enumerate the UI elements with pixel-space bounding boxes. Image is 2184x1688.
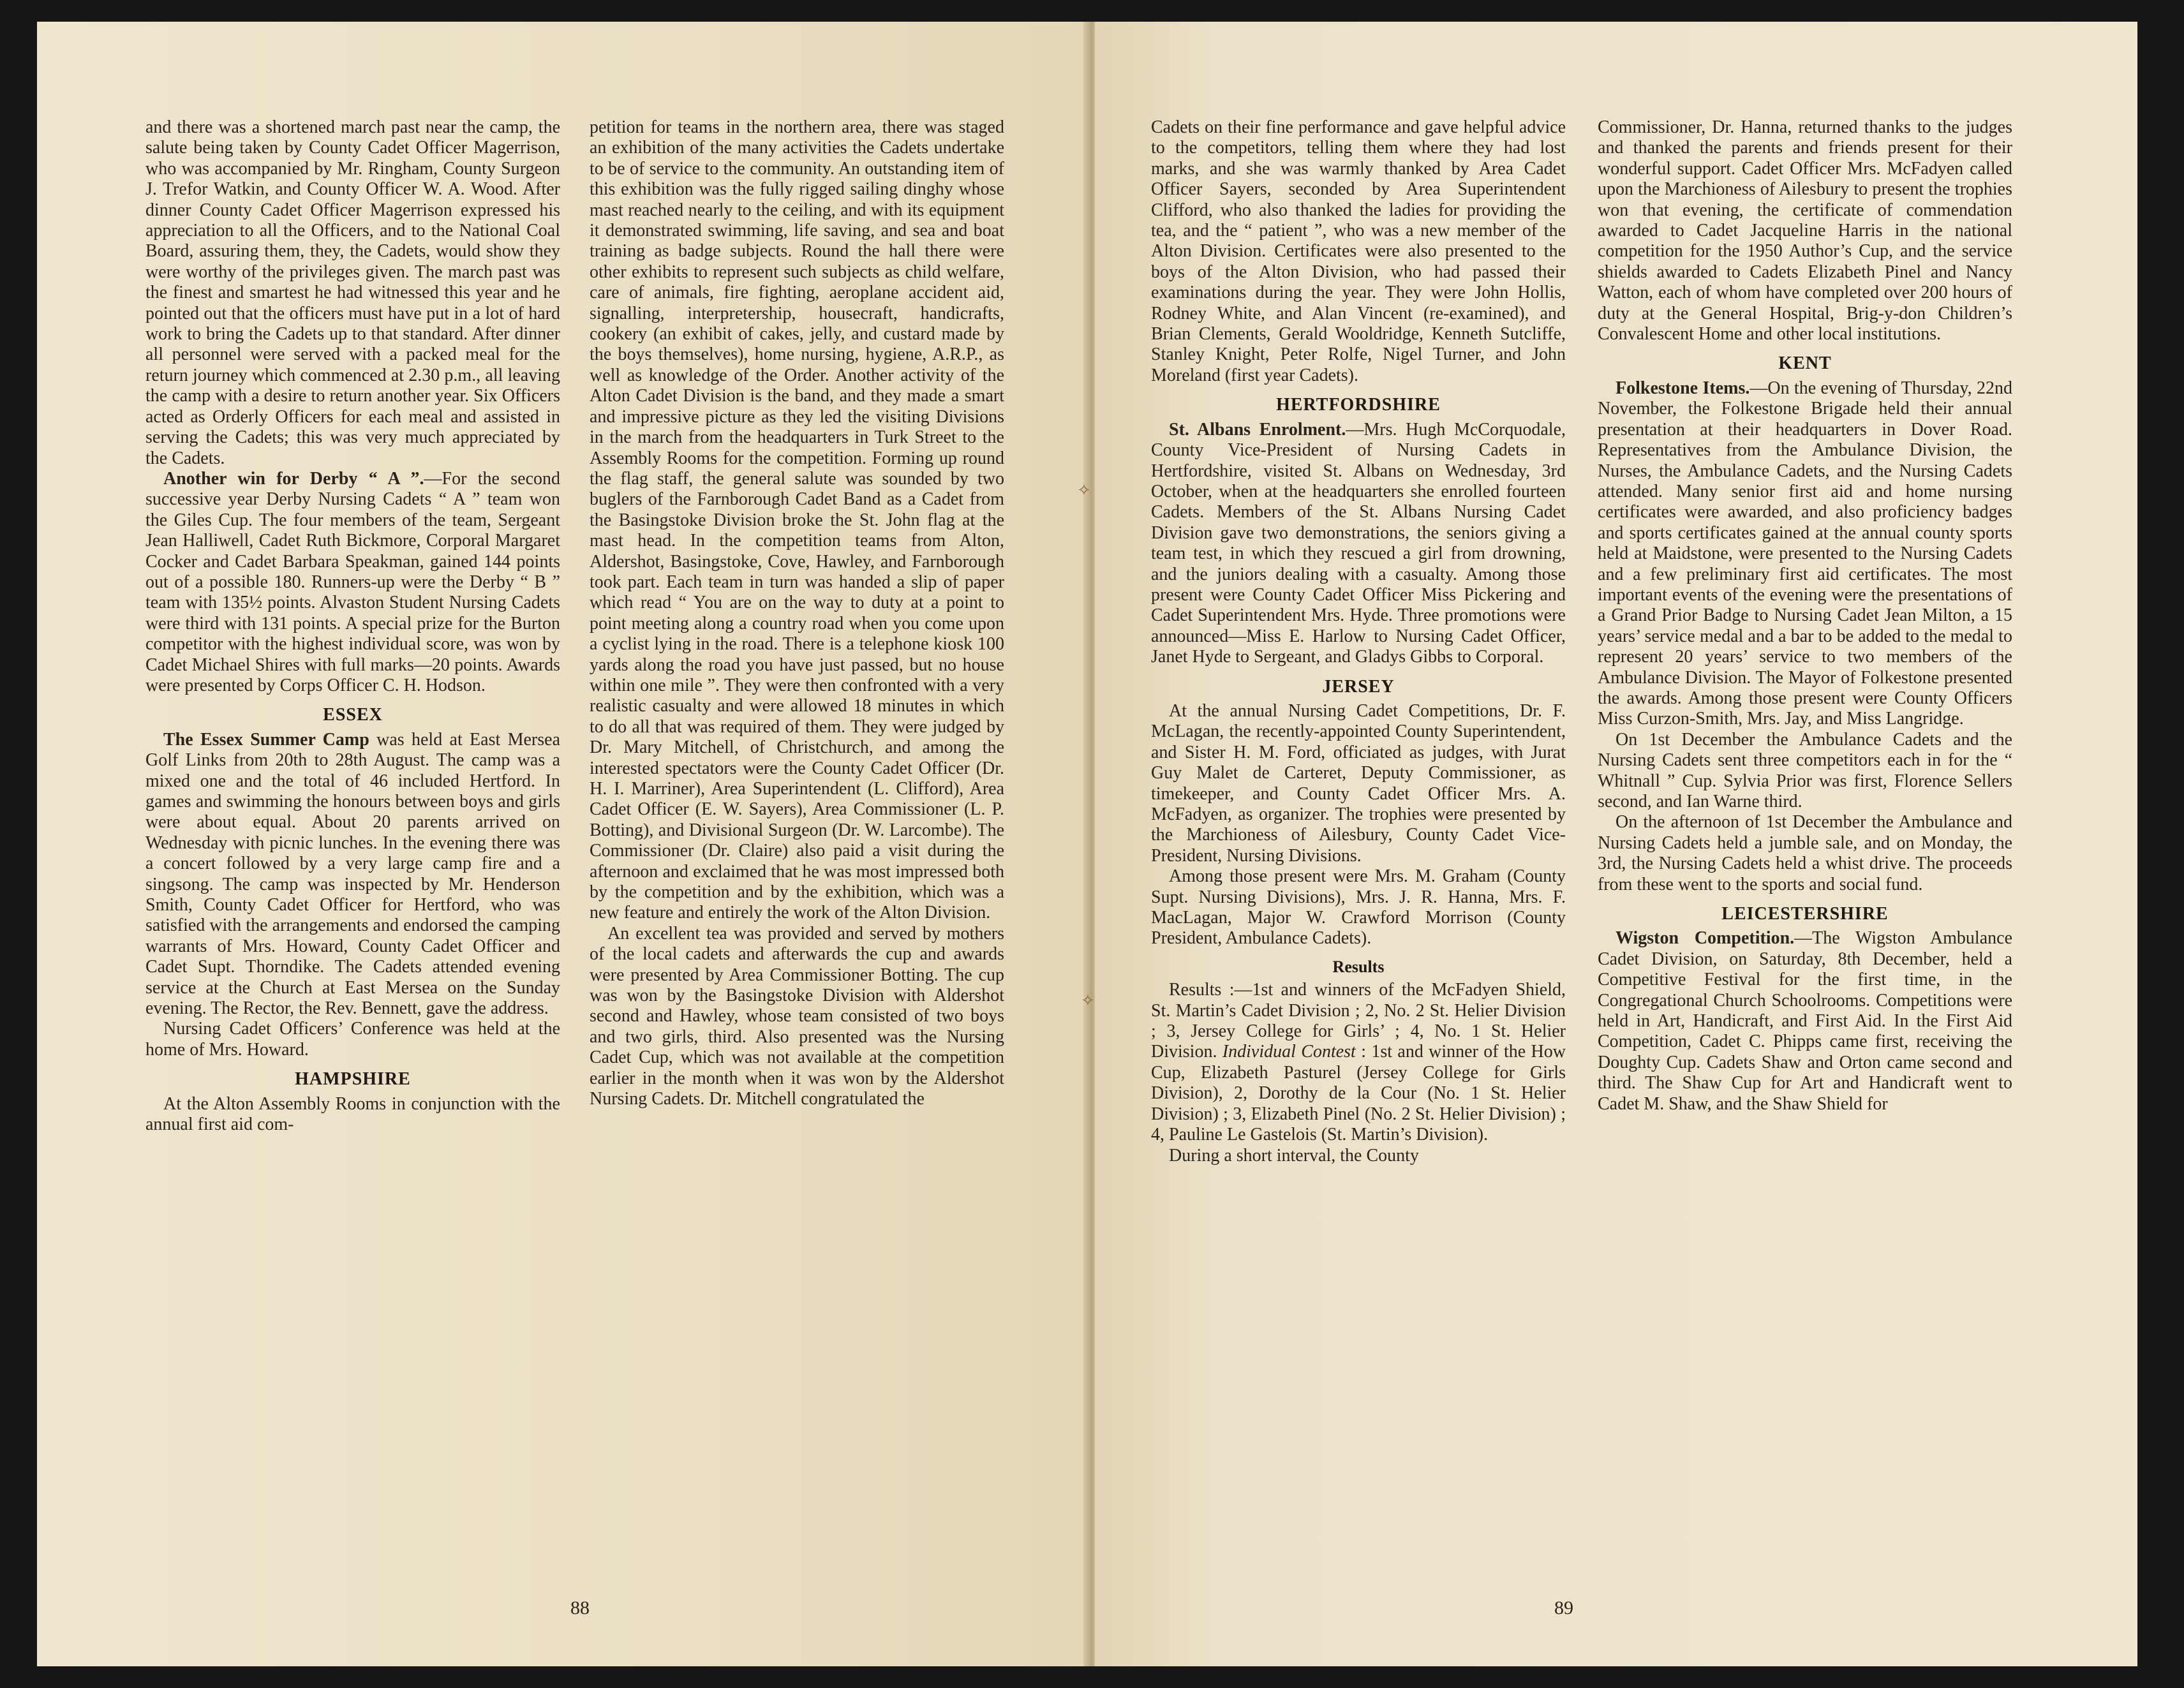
paragraph: Cadets on their fine performance and gave helpful advice to the competitors, telling them where they had lost marks, and she was warmly thanked by Area Cadet Officer Sayers, seconded by Area Superintendent Clifford, who also thanked the ladies for providing the tea, and the “ patient ”, who was a new member of the Alton Division. Certificates were also presented to the boys of the Alton Division, who had passed their examinations during the year. They were John Hollis, Rodney White, and Alan Vincent (re-examined), and Brian Clements, Gerald Wooldridge, Kenneth Sutcliffe, Stanley Knight, Peter Rolfe, Nigel Turner, and John Moreland (first year Cadets). xyxy=(1151,117,1566,385)
staple-mark: ✧ xyxy=(1081,991,1095,1010)
page-number: 89 xyxy=(1554,1597,1573,1618)
paragraph: On 1st December the Ambulance Cadets and the Nursing Cadets sent three competitors each in for the “ Whitnall ” Cup. Sylvia Prior was first, Florence Sellers second, and Ian Warne third. xyxy=(1598,729,2012,811)
paragraph: At the annual Nursing Cadet Competitions, Dr. F. McLagan, the recently-appointed County Superintendent, and Sister H. M. Ford, officiated as judges, with Jurat Guy Malet de Carteret, Deputy Commissioner, as timekeeper, and County Cadet Officer Mrs. A. McFadyen, as organizer. The trophies were presented by the Marchioness of Ailesbury, County Cadet Vice-President, Nursing Divisions. xyxy=(1151,700,1566,866)
paragraph-text: —For the second successive year Derby Nursing Cadets “ A ” team won the Giles Cup. The four members of the team, Sergeant Jean Halliwell, Cadet Ruth Bickmore, Corporal Margaret Cocker and Cadet Barbara Speakman, gained 144 points out of a possible 180. Runners-up were the Derby “ B ” team with 135½ points. Alvaston Student Nursing Cadets were third with 131 points. A special prize for the Burton competitor with the highest individual score, was won by Cadet Michael Shires with full marks—20 points. Awards were presented by Corps Officer C. H. Hodson. xyxy=(145,468,560,695)
section-heading-essex: ESSEX xyxy=(323,705,383,725)
section-heading-hertfordshire: HERTFORDSHIRE xyxy=(1276,395,1441,415)
paragraph xyxy=(1151,980,1566,1145)
section-heading-leicestershire: LEICESTERSHIRE xyxy=(1721,904,1889,924)
paragraph-text: : 1st and winner of the How Cup, Elizabeth Pasturel (Jersey College for Girls Division), 2, Dorothy de la Cour (No. 1 St. Helier Division) ; 3, Elizabeth Pinel (No. 2 St. Helier Division) ; 4, Pauline Le Gastelois (St. Martin’s Division). xyxy=(1151,1042,1566,1145)
paragraph: Commissioner, Dr. Hanna, returned thanks to the judges and thanked the parents and friends present for their wonderful support. Cadet Officer Mrs. McFadyen called upon the Marchioness of Ailesbury to present the trophies won that evening, the certificate of commendation awarded to Cadet Jacqueline Harris in the national competition for the 1950 Author’s Cup, and the service shields awarded to Cadets Elizabeth Pinel and Nancy Watton, each of whom have completed over 200 hours of duty at the General Hospital, Brig-y-don Children’s Convalescent Home and other local institutions. xyxy=(1598,117,2012,344)
paragraph xyxy=(1151,420,1566,668)
left-page xyxy=(37,22,1090,1666)
paragraph: On the afternoon of 1st December the Ambulance and Nursing Cadets held a jumble sale, and on Monday, the 3rd, the Nursing Cadets held a whist drive. The proceeds from these went to the sports and social fund. xyxy=(1598,812,2012,894)
run-in-heading: Wigston Competition. xyxy=(1616,928,1795,949)
paragraph-text: Results :—1st and winners of the McFadyen Shield, St. Martin’s Cadet Division ; 2, No. 2 St. Helier Division ; 3, Jersey College for Girls’ ; 4, No. 1 St. Helier Division. xyxy=(1151,980,1566,1062)
right-page-column-1 xyxy=(1151,117,1566,1610)
paragraph-text: was held at East Mersea Golf Links from 20th to 28th August. The camp was a mixed one and the total of 46 included Hertford. In games and swimming the honours between boys and girls were about equal. About 20 parents arrived on Wednesday with picnic lunches. In the evening there was a concert followed by a very large camp fire and a singsong. The camp was inspected by Mr. Henderson Smith, County Cadet Officer for Hertford, who was satisfied with the arrangements and endorsed the camping warrants of Mrs. Howard, County Cadet Officer and Cadet Supt. Thorndike. The Cadets attended evening service at the Church at East Mersea on the Sunday evening. The Rector, the Rev. Bennett, gave the address. xyxy=(145,729,560,1019)
left-page-column-1 xyxy=(145,117,560,1610)
paragraph-text: —On the evening of Thursday, 22nd November, the Folkestone Brigade held their annual presentation at their headquarters in Dover Road. Representatives from the Ambulance Division, the Nurses, the Ambulance Cadets, and the Nursing Cadets attended. Many senior first aid and home nursing certificates were awarded, and also proficiency badges and sports certificates gained at the annual county sports held at Maidstone, were presented to the Nursing Cadets and a few preliminary first aid certificates. The most important events of the evening were the presentations of a Grand Prior Badge to Nursing Cadet Jean Milton, a 15 years’ service medal and a bar to be added to the medal to represent 20 years’ service to two members of the Ambulance Division. The Mayor of Folkestone presented the awards. Among those present were County Officers Miss Curzon-Smith, Mrs. Jay, and Miss Langridge. xyxy=(1598,378,2012,729)
run-in-heading: St. Albans Enrolment. xyxy=(1169,419,1346,440)
paragraph xyxy=(145,469,560,696)
page-number: 88 xyxy=(570,1597,590,1618)
paragraph: At the Alton Assembly Rooms in conjunction with the annual first aid com- xyxy=(145,1093,560,1135)
paragraph xyxy=(145,730,560,1019)
section-heading-hampshire: HAMPSHIRE xyxy=(295,1069,411,1090)
paragraph: and there was a shortened march past near the camp, the salute being taken by County Cadet Officer Magerrison, who was accompanied by Mr. Ringham, County Surgeon J. Trefor Watkin, and County Officer W. A. Wood. After dinner County Cadet Officer Magerrison expressed his appreciation to all the Officers, and to the National Coal Board, assuring them, they, the Cadets, would show they were worthy of the privileges given. The march past was the finest and smartest he had witnessed this year and he pointed out that the officers must have put in a lot of hard work to bring the Cadets up to that standard. After dinner all personnel were served with a packed meal for the return journey which commenced at 2.30 p.m., all leaving the camp with a desire to return another year. Six Officers acted as Orderly Officers for each meal and assisted in serving the Cadets; this was very much appreciated by the Cadets. xyxy=(145,117,560,468)
section-heading-jersey: JERSEY xyxy=(1322,676,1395,697)
run-in-heading: Another win for Derby “ A ”. xyxy=(163,468,424,489)
magazine-spread xyxy=(37,22,2137,1666)
left-page-column-2 xyxy=(590,117,1004,1610)
sub-heading-results: Results xyxy=(1332,957,1385,976)
paragraph-text: —Mrs. Hugh McCorquodale, County Vice-President of Nursing Cadets in Hertfordshire, visited St. Albans on Wednesday, 3rd October, when at the headquarters she enrolled fourteen Cadets. Members of the St. Albans Nursing Cadet Division gave two demonstrations, the seniors giving a team test, in which they rescued a girl from drowning, and the juniors dealing with a casualty. Among those present were County Cadet Officer Miss Pickering and Cadet Superintendent Mrs. Hyde. Three promotions were announced—Miss E. Harlow to Nursing Cadet Officer, Janet Hyde to Sergeant, and Gladys Gibbs to Corporal. xyxy=(1151,419,1566,667)
right-page-column-2 xyxy=(1598,117,2012,1610)
run-in-heading: The Essex Summer Camp xyxy=(163,729,369,750)
paragraph: petition for teams in the northern area, there was staged an exhibition of the many activities the Cadets undertake to be of service to the community. An outstanding item of this exhibition was the fully rigged sailing dinghy whose mast reached nearly to the ceiling, and with its equipment it demonstrated swimming, life saving, and sea and boat training as badge subjects. Round the hall there were other exhibits to represent such subjects as child welfare, care of animals, fire fighting, aeroplane accident aid, signalling, interpretership, housecraft, handicrafts, cookery (an exhibit of cakes, jelly, and custard made by the boys themselves), home nursing, hygiene, A.R.P., as well as knowledge of the Order. Another activity of the Alton Cadet Division is the band, and they made a smart and impressive picture as they led the visiting Divisions in the march from the headquarters in Turk Street to the Assembly Rooms for the competition. Forming up round the flag staff, the general salute was sounded by two buglers of the Farnborough Cadet Band as a Cadet from the Basingstoke Division broke the St. John flag at the mast head. In the competition teams from Alton, Aldershot, Basingstoke, Cove, Hawley, and Farnborough took part. Each team in turn was handed a slip of paper which read “ You are on the way to duty at a point to point meeting along a country road when you come upon a cyclist lying in the road. There is a telephone kiosk 100 yards along the road you have just passed, but no house within one mile ”. They were then confronted with a very realistic casualty and were allowed 18 minutes in which to do all that was required of them. They were judged by Dr. Mary Mitchell, of Christchurch, and among the interested spectators were the County Cadet Officer (Dr. H. I. Marriner), Area Superintendent (L. Clifford), Area Cadet Officer (E. W. Sayers), Area Commissioner (L. P. Botting), and Divisional Surgeon (Dr. W. Larcombe). The Commissioner (Dr. Claire) also paid a visit during the afternoon and exclaimed that he was most impressed both by the competition and by the exhibition, which was a new feature and entirely the work of the Alton Division. xyxy=(590,117,1004,923)
paragraph: During a short interval, the County xyxy=(1169,1145,1419,1166)
paragraph-text: —The Wigston Ambulance Cadet Division, on Saturday, 8th December, held a Competitive Festival for the first time, in the Congregational Church Schoolrooms. Competitions were held in Art, Handicraft, and First Aid. In the First Aid Competition, Cadet C. Phipps came first, receiving the Doughty Cup. Cadets Shaw and Orton came second and third. The Shaw Cup for Art and Handicraft went to Cadet M. Shaw, and the Shaw Shield for xyxy=(1598,928,2012,1114)
paragraph xyxy=(1598,928,2012,1114)
staple-mark: ✧ xyxy=(1077,481,1091,500)
italic-text: Individual Contest xyxy=(1222,1042,1356,1062)
paragraph: An excellent tea was provided and served by mothers of the local cadets and afterwards the cup and awards were presented by Area Commissioner Botting. The cup was won by the Basingstoke Division with Aldershot second and Hawley, whose team consisted of two boys and two girls, third. Also presented was the Nursing Cadet Cup, which was not available at the competition earlier in the month when it was won by the Aldershot Nursing Cadets. Dr. Mitchell congratulated the xyxy=(590,923,1004,1109)
paragraph: Among those present were Mrs. M. Graham (County Supt. Nursing Divisions), Mrs. J. R. Hanna, Mrs. F. MacLagan, Major W. Crawford Morrison (County President, Ambulance Cadets). xyxy=(1151,866,1566,949)
section-heading-kent: KENT xyxy=(1778,353,1832,374)
run-in-heading: Folkestone Items. xyxy=(1616,378,1750,398)
paragraph xyxy=(1598,378,2012,730)
right-page xyxy=(1095,22,2137,1666)
paragraph: Nursing Cadet Officers’ Conference was held at the home of Mrs. Howard. xyxy=(145,1019,560,1060)
